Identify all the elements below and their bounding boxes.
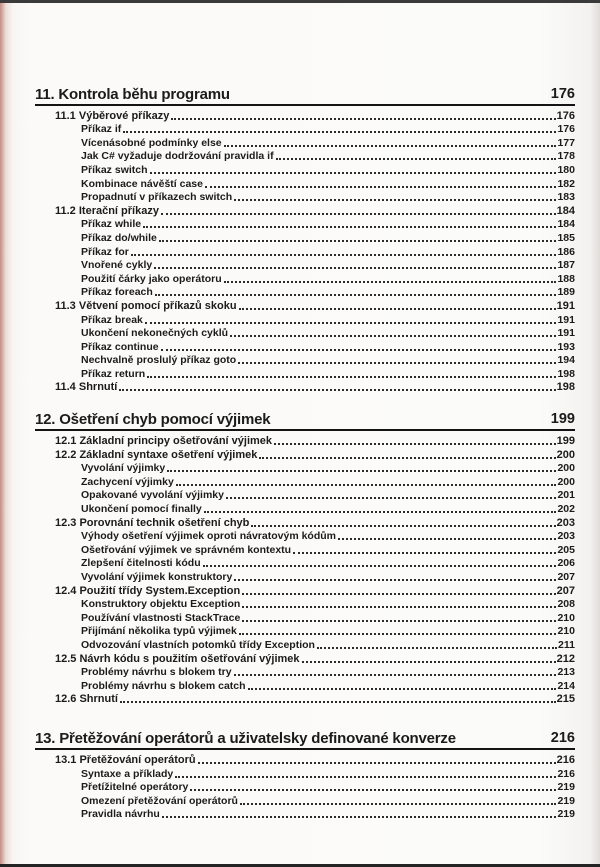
toc-entry-page-number: 188 [557, 272, 575, 285]
dot-leader [145, 322, 557, 324]
toc-entry-page-number: 184 [556, 204, 575, 217]
toc-entry [81, 190, 575, 204]
toc-entry-page-number: 199 [556, 435, 575, 448]
toc-entry [81, 529, 575, 543]
toc-entry-title: Vyvolání výjimek konstruktory [81, 571, 233, 583]
toc-entry [81, 542, 575, 556]
toc-entry-page-number: 194 [557, 354, 575, 367]
toc-entry [81, 501, 575, 515]
toc-entry-page-number: 212 [556, 652, 575, 665]
toc-entry-page-number: 201 [557, 489, 575, 502]
toc-entry-title: 12.3 Porovnání technik ošetření chyb [55, 516, 250, 529]
toc-entry-title: Zlepšení čitelnosti kódu [81, 557, 201, 570]
toc-entry-page-number: 214 [557, 679, 575, 692]
toc-entry [81, 353, 575, 367]
toc-entry-page-number: 189 [557, 286, 575, 299]
toc-entry [81, 244, 575, 258]
toc-entry-title: Používání vlastnosti StackTrace [81, 611, 241, 624]
toc-entry-title: 12.4 Použití třídy System.Exception [55, 584, 241, 597]
toc [35, 86, 575, 820]
toc-entry-page-number: 208 [557, 598, 575, 611]
toc-entry-title: 11.1 Výběrové příkazy [55, 109, 170, 122]
chapter-entries [35, 433, 575, 705]
toc-entry [55, 298, 575, 312]
toc-entry-page-number: 198 [557, 367, 575, 380]
toc-entry [81, 135, 575, 149]
toc-entry-title: Problémy návrhu s blokem try [81, 666, 232, 679]
toc-entry-title: Ukončení nekonečných cyklů [81, 327, 229, 340]
toc-entry [81, 569, 575, 583]
toc-entry-page-number: 202 [557, 503, 575, 516]
dot-leader [240, 803, 557, 805]
toc-entry-title: Příkaz foreach [81, 286, 153, 299]
toc-chapter [35, 411, 575, 705]
toc-entry [55, 108, 575, 122]
toc-entry-title: Konstruktory objektu Exception [81, 598, 241, 611]
chapter-title: 11. Kontrola běhu programu [35, 86, 230, 103]
toc-entry [81, 474, 575, 488]
toc-entry-page-number: 203 [557, 530, 575, 543]
toc-entry-page-number: 193 [557, 340, 575, 353]
chapter-heading [35, 411, 575, 431]
toc-entry-page-number: 187 [557, 259, 575, 272]
toc-entry-title: Opakované vyvolání výjimky [81, 489, 224, 502]
toc-entry-page-number: 207 [556, 584, 575, 597]
toc-entry-title: Příkaz while [81, 218, 142, 231]
toc-entry [81, 285, 575, 299]
chapter-heading [35, 86, 575, 106]
toc-entry [81, 366, 575, 380]
dot-leader [302, 661, 556, 663]
toc-entry-title: Odvozování vlastních potomků třídy Exception [81, 638, 315, 651]
toc-entry-title: Ukončení pomocí finally [81, 503, 202, 516]
dot-leader [154, 267, 556, 269]
toc-entry-page-number: 180 [557, 163, 575, 176]
dot-leader [123, 131, 556, 133]
dot-leader [162, 816, 557, 818]
toc-entry [81, 217, 575, 231]
dot-leader [224, 281, 557, 283]
toc-entry-title: Vícenásobné podmínky else [81, 136, 222, 149]
toc-entry [81, 556, 575, 570]
toc-entry-page-number: 211 [558, 638, 575, 651]
dot-leader [119, 389, 555, 391]
dot-leader [248, 688, 557, 690]
toc-entry [81, 780, 575, 794]
dot-leader [276, 158, 557, 160]
toc-entry-title: Zachycení výjimky [81, 475, 174, 488]
dot-leader [226, 497, 556, 499]
toc-entry-title: Příkaz if [81, 123, 122, 136]
toc-entry-title: Příkaz switch [81, 163, 148, 176]
toc-entry [81, 793, 575, 807]
toc-entry-title: Pravidla návrhu [81, 808, 160, 821]
dot-leader [198, 762, 556, 764]
toc-entry-page-number: 200 [556, 448, 575, 461]
toc-entry [55, 515, 575, 529]
chapter-page-number: 176 [550, 86, 575, 102]
toc-entry-title: 12.2 Základní syntaxe ošetření výjimek [55, 448, 258, 461]
toc-entry [81, 678, 575, 692]
toc-entry-page-number: 219 [557, 781, 575, 794]
toc-entry-page-number: 200 [557, 475, 575, 488]
dot-leader [224, 145, 557, 147]
toc-entry-page-number: 215 [556, 693, 575, 706]
toc-entry-page-number: 191 [557, 327, 575, 340]
dot-leader [234, 199, 556, 201]
toc-entry [81, 162, 575, 176]
toc-entry-page-number: 198 [556, 381, 575, 394]
dot-leader [203, 565, 557, 567]
dot-leader [120, 701, 556, 703]
toc-entry-page-number: 177 [557, 136, 575, 149]
toc-entry-page-number: 178 [557, 150, 575, 163]
dot-leader [251, 525, 555, 527]
toc-entry-page-number: 203 [556, 516, 575, 529]
scan-edge-right [590, 3, 600, 864]
toc-entry-title: Ošetřování výjimek ve správném kontextu [81, 543, 292, 556]
chapter-title: 13. Přetěžování operátorů a uživatelsky definované konverze [35, 730, 456, 748]
dot-leader [171, 118, 555, 120]
toc-entry [81, 326, 575, 340]
toc-entry-page-number: 186 [557, 245, 575, 258]
toc-entry [81, 597, 575, 611]
toc-entry-page-number: 210 [557, 611, 575, 624]
scan-edge-top [0, 0, 600, 3]
dot-leader [242, 606, 556, 608]
dot-leader [230, 335, 556, 337]
toc-entry [55, 433, 575, 447]
toc-entry-title: Kombinace návěští case [81, 177, 203, 190]
toc-entry-title: Příkaz continue [81, 340, 159, 353]
toc-entry [55, 752, 575, 766]
toc-entry-title: Přetížitelné operátory [81, 781, 189, 794]
dot-leader [242, 620, 556, 622]
toc-entry [81, 149, 575, 163]
dot-leader [159, 240, 557, 242]
dot-leader [143, 226, 556, 228]
toc-entry-page-number: 191 [556, 299, 575, 312]
toc-entry [81, 312, 575, 326]
dot-leader [338, 538, 556, 540]
toc-entry [81, 624, 575, 638]
dot-leader [161, 349, 557, 351]
toc-entry-title: Vyvolání výjimky [81, 462, 166, 475]
toc-entry-title: Přijímání několika typů výjimek [81, 625, 237, 638]
toc-entry-title: Příkaz do/while [81, 231, 157, 244]
toc-entry [81, 258, 575, 272]
toc-entry-title: Nechvalně proslulý příkaz goto [81, 354, 237, 367]
toc-entry-page-number: 205 [557, 543, 575, 556]
toc-entry [55, 583, 575, 597]
dot-leader [161, 213, 556, 215]
toc-entry-title: Použití čárky jako operátoru [81, 272, 222, 285]
toc-entry [81, 271, 575, 285]
toc-entry [81, 637, 575, 651]
toc-entry-title: 12.6 Shrnutí [55, 693, 118, 706]
toc-entry-page-number: 216 [556, 753, 575, 766]
dot-leader [317, 647, 557, 649]
toc-entry [81, 339, 575, 353]
toc-entry-title: 11.2 Iterační příkazy [55, 204, 159, 217]
toc-entry-page-number: 185 [557, 231, 575, 244]
toc-entry-title: Omezení přetěžování operátorů [81, 794, 238, 807]
chapter-page-number: 199 [550, 411, 575, 428]
toc-entry-page-number: 210 [557, 625, 575, 638]
toc-chapter [35, 730, 575, 820]
dot-leader [234, 579, 556, 581]
dot-leader [155, 294, 557, 296]
dot-leader [150, 172, 557, 174]
toc-entry-title: Výhody ošetření výjimek oproti návratovým kódům [81, 530, 336, 543]
chapter-heading [35, 730, 575, 750]
toc-entry-title: Propadnutí v příkazech switch [81, 191, 233, 204]
dot-leader [190, 789, 556, 791]
dot-leader [205, 186, 556, 188]
dot-leader [293, 552, 556, 554]
toc-entry-page-number: 213 [557, 666, 575, 679]
toc-entry-title: Problémy návrhu s blokem catch [81, 679, 246, 692]
dot-leader [242, 593, 555, 595]
toc-entry-page-number: 206 [557, 557, 575, 570]
toc-entry-page-number: 191 [557, 313, 575, 326]
toc-chapter [35, 86, 575, 393]
toc-entry-page-number: 207 [557, 571, 575, 583]
toc-entry-title: 11.4 Shrnutí [55, 381, 118, 394]
chapter-entries [35, 752, 575, 820]
toc-entry [81, 488, 575, 502]
toc-entry-title: 12.1 Základní principy ošetřování výjimek [55, 435, 273, 448]
toc-entry [55, 203, 575, 217]
dot-leader [259, 457, 555, 459]
toc-entry-page-number: 200 [557, 462, 575, 475]
toc-entry-page-number: 182 [557, 177, 575, 190]
toc-entry-title: Příkaz for [81, 245, 129, 258]
dot-leader [167, 470, 556, 472]
toc-entry-title: Příkaz break [81, 313, 143, 326]
dot-leader [147, 376, 556, 378]
dot-leader [175, 776, 556, 778]
toc-entry [55, 380, 575, 394]
toc-entry [81, 766, 575, 780]
toc-entry-page-number: 176 [556, 109, 575, 122]
toc-entry-title: 13.1 Přetěžování operátorů [55, 753, 196, 766]
toc-entry-page-number: 216 [557, 767, 575, 780]
toc-entry-title: 12.5 Návrh kódu s použitím ošetřování výjimek [55, 652, 300, 665]
toc-entry [55, 651, 575, 665]
toc-entry [81, 610, 575, 624]
toc-entry-page-number: 183 [557, 191, 575, 204]
toc-entry [81, 122, 575, 136]
toc-entry-page-number: 184 [557, 218, 575, 231]
toc-entry [81, 665, 575, 679]
toc-entry [81, 230, 575, 244]
toc-entry [81, 176, 575, 190]
dot-leader [274, 443, 556, 445]
dot-leader [234, 674, 557, 676]
toc-entry-page-number: 219 [557, 794, 575, 807]
toc-entry-page-number: 219 [557, 808, 575, 821]
toc-entry-title: Jak C# vyžaduje dodržování pravidla if [81, 150, 274, 163]
toc-entry-page-number: 176 [557, 123, 575, 136]
dot-leader [176, 484, 557, 486]
dot-leader [238, 362, 556, 364]
toc-entry-title: Syntaxe a příklady [81, 767, 174, 780]
dot-leader [239, 633, 557, 635]
dot-leader [131, 254, 557, 256]
scan-edge-left [0, 3, 13, 864]
toc-entry-title: 11.3 Větvení pomocí příkazů skoku [55, 299, 237, 312]
chapter-entries [35, 108, 575, 393]
dot-leader [239, 308, 556, 310]
toc-entry [55, 447, 575, 461]
dot-leader [204, 511, 557, 513]
chapter-page-number: 216 [550, 730, 575, 747]
toc-entry-title: Příkaz return [81, 367, 146, 380]
toc-entry [55, 692, 575, 706]
chapter-title: 12. Ošetření chyb pomocí výjimek [35, 411, 271, 429]
toc-entry [81, 807, 575, 821]
toc-entry [81, 461, 575, 475]
toc-entry-title: Vnořené cykly [81, 259, 153, 272]
